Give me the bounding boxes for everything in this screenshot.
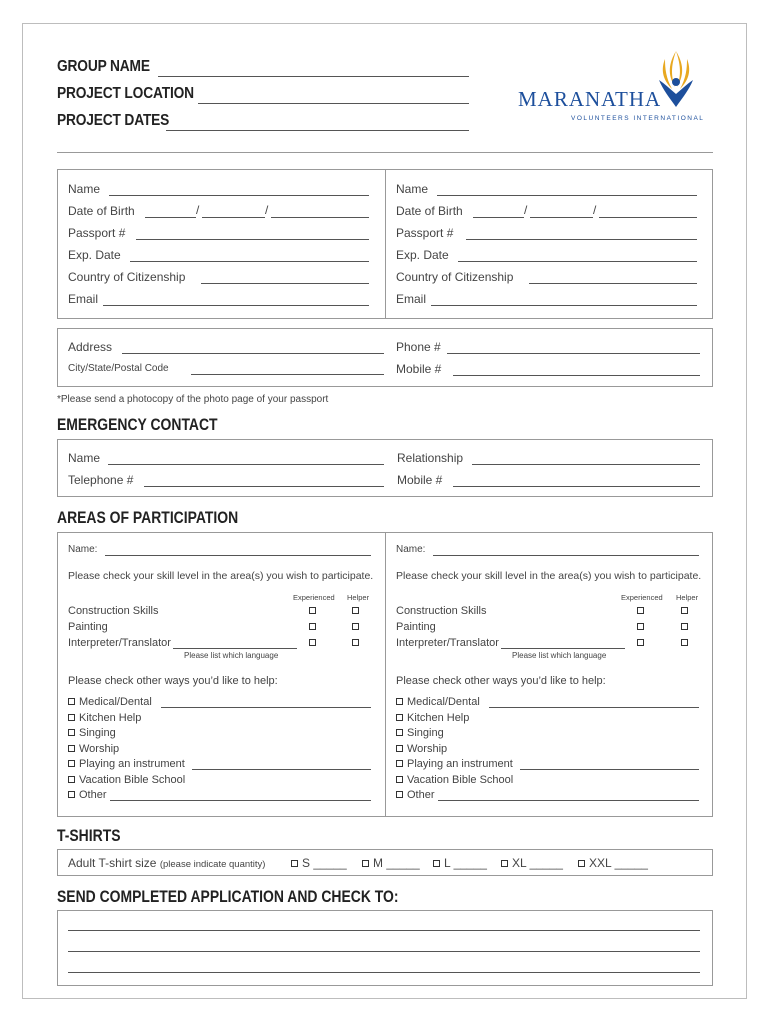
interpreter-experienced-checkbox[interactable] [309, 639, 316, 646]
phone-field[interactable] [447, 353, 700, 354]
exp-date-field[interactable] [130, 261, 369, 262]
emergency-name-label: Name [68, 451, 101, 465]
medical-checkbox-2[interactable] [396, 698, 403, 705]
telephone-label: Telephone # [68, 473, 134, 487]
emergency-contact-box [57, 439, 713, 497]
help-singing-2[interactable]: Singing [396, 727, 444, 739]
passport-field[interactable] [136, 239, 369, 240]
help-worship-2[interactable]: Worship [396, 743, 447, 755]
experienced-header-2: Experienced [621, 593, 663, 602]
size-l-checkbox[interactable] [433, 860, 440, 867]
emergency-mobile-label: Mobile # [397, 473, 443, 487]
size-xxl[interactable]: XXL _____ [578, 856, 648, 870]
language-field-2[interactable] [501, 648, 625, 649]
name-label: Name [68, 182, 101, 196]
logo-name: MARANATHA [518, 87, 662, 111]
project-dates-label: PROJECT DATES [57, 112, 170, 129]
project-location-field[interactable] [198, 103, 469, 104]
participant-name-label-2: Name: [396, 544, 426, 555]
help-medical-2[interactable]: Medical/Dental [396, 696, 480, 708]
painting-helper-checkbox[interactable] [352, 623, 359, 630]
citizenship-field-2[interactable] [529, 283, 697, 284]
relationship-field[interactable] [472, 464, 700, 465]
exp-date-field-2[interactable] [458, 261, 697, 262]
other-field[interactable] [110, 800, 371, 801]
group-name-field[interactable] [158, 76, 469, 77]
maranatha-flame-logo-icon [656, 49, 696, 111]
size-s[interactable]: S _____ [291, 856, 347, 870]
citizenship-field[interactable] [201, 283, 369, 284]
instrument-checkbox-2[interactable] [396, 760, 403, 767]
help-vbs-2[interactable]: Vacation Bible School [396, 774, 513, 786]
medical-field-2[interactable] [489, 707, 699, 708]
participant-name-label: Name: [68, 544, 98, 555]
other-checkbox-2[interactable] [396, 791, 403, 798]
vbs-checkbox-2[interactable] [396, 776, 403, 783]
send-box [57, 910, 713, 986]
city-label: City/State/Postal Code [68, 363, 169, 374]
skill-interpreter-2: Interpreter/Translator [396, 637, 499, 649]
other-checkbox[interactable] [68, 791, 75, 798]
help-worship[interactable]: Worship [68, 743, 119, 755]
size-l[interactable]: L _____ [433, 856, 487, 870]
relationship-label: Relationship [397, 451, 464, 465]
skill-construction: Construction Skills [68, 605, 159, 617]
tshirts-title: T-SHIRTS [57, 826, 121, 845]
construction-helper-checkbox-2[interactable] [681, 607, 688, 614]
language-note-2: Please list which language [512, 651, 607, 660]
emergency-name-field[interactable] [108, 464, 384, 465]
address-label: Address [68, 340, 113, 354]
dob-month-field[interactable] [202, 217, 265, 218]
language-note: Please list which language [184, 651, 279, 660]
instrument-checkbox[interactable] [68, 760, 75, 767]
help-other[interactable]: Other [68, 789, 107, 801]
construction-experienced-checkbox-2[interactable] [637, 607, 644, 614]
group-name-label: GROUP NAME [57, 58, 150, 75]
other-field-2[interactable] [438, 800, 699, 801]
telephone-field[interactable] [144, 486, 384, 487]
worship-checkbox[interactable] [68, 745, 75, 752]
painting-experienced-checkbox-2[interactable] [637, 623, 644, 630]
help-kitchen[interactable]: Kitchen Help [68, 712, 141, 724]
construction-helper-checkbox[interactable] [352, 607, 359, 614]
size-m-checkbox[interactable] [362, 860, 369, 867]
skill-painting: Painting [68, 621, 108, 633]
size-xl-checkbox[interactable] [501, 860, 508, 867]
construction-experienced-checkbox[interactable] [309, 607, 316, 614]
help-instrument-2[interactable]: Playing an instrument [396, 758, 513, 770]
name-field-2[interactable] [437, 195, 697, 196]
interpreter-helper-checkbox-2[interactable] [681, 639, 688, 646]
medical-field[interactable] [161, 707, 371, 708]
personal-info-divider [385, 169, 386, 319]
mobile-field[interactable] [453, 375, 700, 376]
send-title: SEND COMPLETED APPLICATION AND CHECK TO: [57, 887, 399, 906]
size-xl[interactable]: XL _____ [501, 856, 563, 870]
emergency-mobile-field[interactable] [453, 486, 700, 487]
email-field-2[interactable] [431, 305, 697, 306]
phone-label: Phone # [396, 340, 441, 354]
help-medical[interactable]: Medical/Dental [68, 696, 152, 708]
instrument-field-2[interactable] [520, 769, 699, 770]
skill-interpreter: Interpreter/Translator [68, 637, 171, 649]
kitchen-checkbox[interactable] [68, 714, 75, 721]
dob-label-2: Date of Birth [396, 204, 463, 218]
help-kitchen-2[interactable]: Kitchen Help [396, 712, 469, 724]
kitchen-checkbox-2[interactable] [396, 714, 403, 721]
medical-checkbox[interactable] [68, 698, 75, 705]
skill-instruction: Please check your skill level in the area(s) you wish to participate. [68, 570, 374, 582]
send-address-line-1[interactable] [68, 930, 700, 931]
project-dates-field[interactable] [166, 130, 469, 131]
exp-date-label: Exp. Date [68, 248, 121, 262]
instrument-field[interactable] [192, 769, 371, 770]
painting-helper-checkbox-2[interactable] [681, 623, 688, 630]
size-xxl-checkbox[interactable] [578, 860, 585, 867]
helper-header: Helper [347, 593, 370, 602]
dob-year-field-2[interactable] [599, 217, 697, 218]
dob-month-field-2[interactable] [530, 217, 593, 218]
singing-checkbox[interactable] [68, 729, 75, 736]
name-label-2: Name [396, 182, 429, 196]
dob-year-field[interactable] [271, 217, 369, 218]
address-field[interactable] [122, 353, 384, 354]
send-address-line-3[interactable] [68, 972, 700, 973]
send-address-line-2[interactable] [68, 951, 700, 952]
other-ways-label: Please check other ways you’d like to help: [68, 675, 278, 687]
help-singing[interactable]: Singing [68, 727, 116, 739]
passport-field-2[interactable] [466, 239, 697, 240]
citizenship-label: Country of Citizenship [68, 270, 186, 284]
painting-experienced-checkbox[interactable] [309, 623, 316, 630]
vbs-checkbox[interactable] [68, 776, 75, 783]
participation-title: AREAS OF PARTICIPATION [57, 508, 239, 527]
singing-checkbox-2[interactable] [396, 729, 403, 736]
tshirt-label: Adult T-shirt size (please indicate quantity) [68, 856, 266, 870]
passport-note: *Please send a photocopy of the photo page of your passport [57, 394, 329, 405]
size-m[interactable]: M _____ [362, 856, 420, 870]
worship-checkbox-2[interactable] [396, 745, 403, 752]
interpreter-helper-checkbox[interactable] [352, 639, 359, 646]
skill-painting-2: Painting [396, 621, 436, 633]
dob-day-field[interactable] [145, 217, 196, 218]
help-other-2[interactable]: Other [396, 789, 435, 801]
header-divider [57, 152, 713, 153]
helper-header-2: Helper [676, 593, 699, 602]
emergency-contact-title: EMERGENCY CONTACT [57, 415, 218, 434]
participation-divider [385, 532, 386, 817]
size-s-checkbox[interactable] [291, 860, 298, 867]
skill-instruction-2: Please check your skill level in the area(s) you wish to participate. [396, 570, 702, 582]
interpreter-experienced-checkbox-2[interactable] [637, 639, 644, 646]
email-label-2: Email [396, 292, 427, 306]
email-field[interactable] [103, 305, 369, 306]
logo-tagline: VOLUNTEERS INTERNATIONAL [571, 115, 705, 122]
participant-name-field-2[interactable] [433, 555, 699, 556]
project-location-label: PROJECT LOCATION [57, 85, 194, 102]
passport-label: Passport # [68, 226, 126, 240]
citizenship-label-2: Country of Citizenship [396, 270, 514, 284]
participant-name-field[interactable] [105, 555, 371, 556]
help-vbs[interactable]: Vacation Bible School [68, 774, 185, 786]
tshirt-note: (please indicate quantity) [159, 859, 266, 870]
address-box [57, 328, 713, 387]
experienced-header: Experienced [293, 593, 335, 602]
skill-construction-2: Construction Skills [396, 605, 487, 617]
language-field[interactable] [173, 648, 297, 649]
dob-label: Date of Birth [68, 204, 135, 218]
name-field[interactable] [109, 195, 369, 196]
exp-date-label-2: Exp. Date [396, 248, 449, 262]
dob-day-field-2[interactable] [473, 217, 524, 218]
other-ways-label-2: Please check other ways you’d like to help: [396, 675, 606, 687]
city-field[interactable] [191, 374, 384, 375]
passport-label-2: Passport # [396, 226, 454, 240]
email-label: Email [68, 292, 99, 306]
help-instrument[interactable]: Playing an instrument [68, 758, 185, 770]
mobile-label: Mobile # [396, 362, 442, 376]
